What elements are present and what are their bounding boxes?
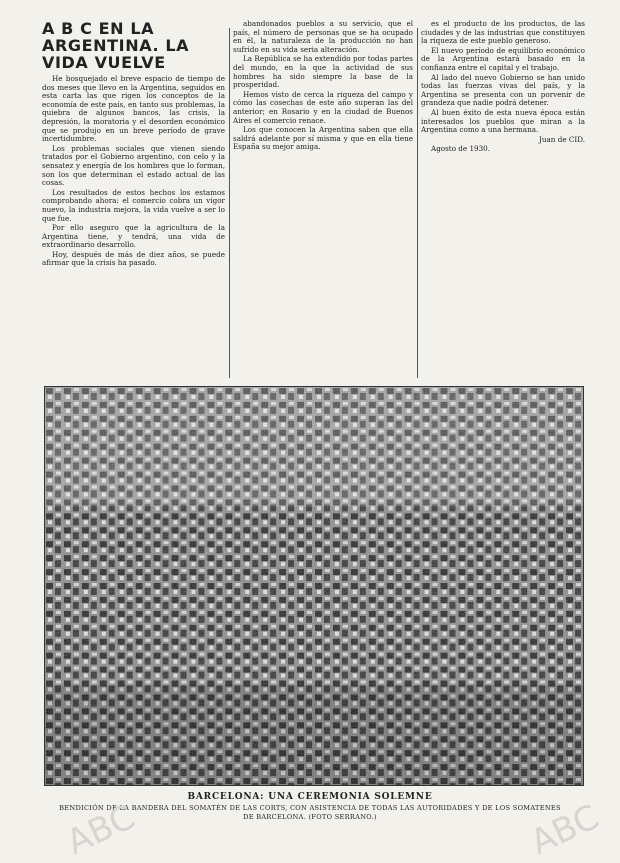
photo-caption-line: BENDICIÓN DE LA BANDERA DEL SOMATÉN DE LAS CORTS, CON ASISTENCIA DE TODAS LAS AUTORIDADES Y DE LOS SOMATENES [59, 804, 561, 812]
photo-caption-title: BARCELONA: UNA CEREMONIA SOLEMNE [187, 792, 433, 802]
article-dateline: Agosto de 1930. [431, 144, 491, 154]
article-headline: A B C EN LA ARGENTINA. LA VIDA VUELVE [42, 20, 190, 72]
paragraph: abandonados pueblos a su servicio, que el país, el número de personas que se ha ocupado en él, la naturaleza de la producción no han sufrido en su vida seria alteración. [233, 20, 413, 54]
paragraph: Hemos visto de cerca la riqueza del campo y cómo las cosechas de este año superan las del anterior; en Rosario y en la ciudad de Buenos Aires el comercio renace. [233, 89, 413, 125]
column-divider [417, 28, 418, 378]
paragraph: Los problemas sociales que vienen siendo tratados por el Gobierno argentino, con celo y la sensatez y energía de los hombres que lo forman, son los que determinan el estado actual de las cosas. [42, 143, 225, 188]
paragraph: es el producto de los productos, de las ciudades y de las industrias que constituyen la riqueza de este pueblo generoso. [421, 20, 585, 46]
watermark-logo: ABC [60, 797, 141, 863]
paragraph: Hoy, después de más de diez años, se puede afirmar que la crisis ha pasado. [42, 249, 225, 268]
paragraph: Al buen éxito de esta nueva época están interesados los pueblos que miran a la Argentina como a una hermana. [421, 107, 585, 135]
article-column-3 [421, 20, 585, 380]
paragraph: He bosquejado el breve espacio de tiempo de dos meses que llevo en la Argentina, seguidos en esta carta las que rigen los conceptos de la economía de este país, en tanto sus problemas, la quiebra de algunos bancos, las crisis, la depresión, la moratoria y el desorden económico que se produjo en un breve período de grave incertidumbre. [42, 74, 225, 144]
photo-caption-line: DE BARCELONA. (FOTO SERRANO.) [243, 813, 377, 821]
paragraph: La República se ha extendido por todas partes del mundo, en la que la actividad de sus hombres ha sido siempre la base de la prosperidad. [233, 54, 413, 90]
article-column-2 [233, 20, 413, 380]
article-column-1 [42, 20, 225, 380]
ceremony-photo [44, 386, 584, 786]
watermark-logo: ABC [524, 797, 605, 863]
paragraph: Los resultados de estos hechos los estamos comprobando ahora: el comercio cobra un vigor nuevo, la industria mejora, la vida vuelve a ser lo que fue. [42, 187, 225, 223]
article-signature: Juan de CID. [539, 134, 585, 144]
paragraph: Por ello aseguro que la agricultura de la Argentina tiene, y tendrá, una vida de extraordinario desarrollo. [42, 223, 225, 250]
paragraph: Los que conocen la Argentina saben que ella saldrá adelante por sí misma y que en ella tiene España su mejor amiga. [233, 125, 413, 152]
paragraph: Al lado del nuevo Gobierno se han unido todas las fuerzas vivas del país, y la Argentina se presenta con un porvenir de grandeza que nadie podrá detener. [421, 72, 585, 108]
column-divider [229, 28, 230, 378]
paragraph: El nuevo período de equilibrio económico de la Argentina estará basado en la confianza entre el capital y el trabajo. [421, 45, 585, 72]
